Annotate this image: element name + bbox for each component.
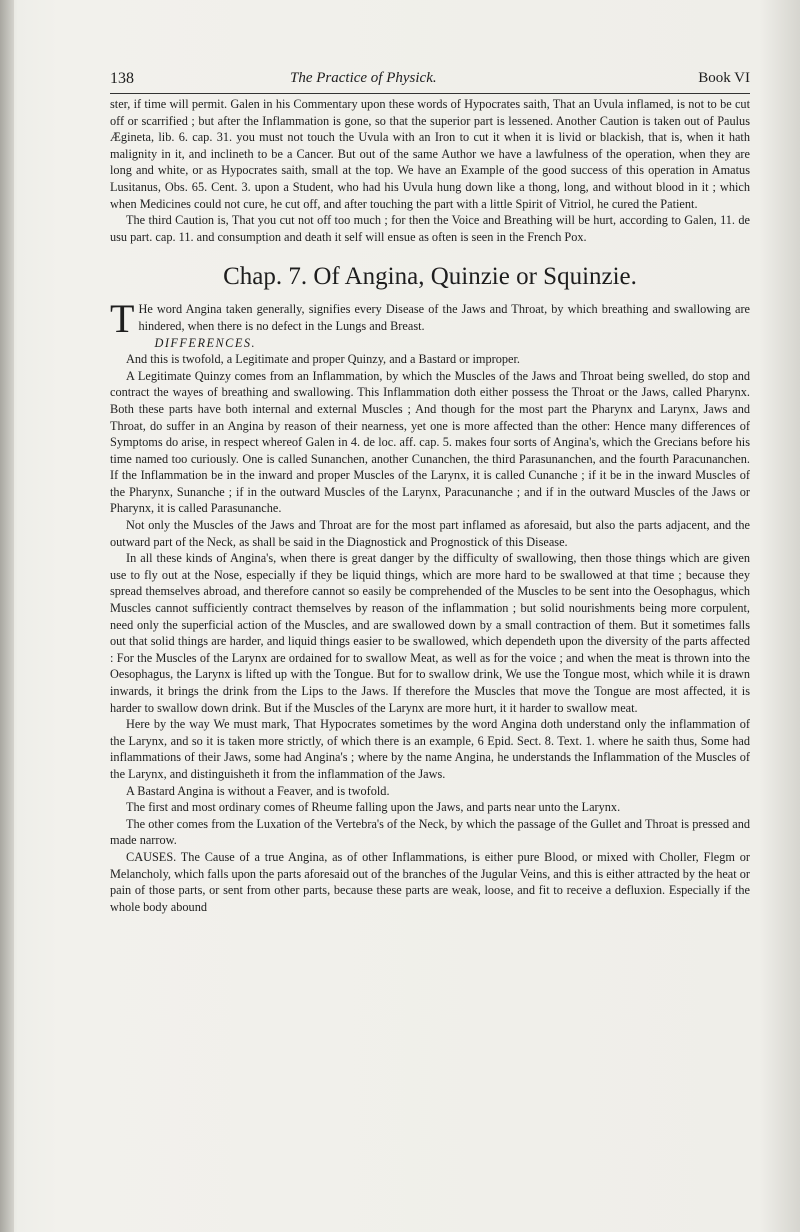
paragraph: The first and most ordinary comes of Rheume falling upon the Jaws, and parts near unto the Larynx.	[126, 800, 621, 815]
page-number: 138	[110, 70, 134, 87]
paragraph: The other comes from the Luxation of the Vertebra's of the Neck, by which the passage of the Gullet and Throat is pressed and made narrow.	[110, 816, 750, 848]
body-text	[110, 96, 750, 915]
paragraph: A Legitimate Quinzy comes from an Inflammation, by which the Muscles of the Jaws and Throat being swelled, do stop and contract the wayes of breathing and swallowing. This Inflammation doth either possess the Throat or the Jaws, called Pharynx. Both these parts have both internal and external Muscles ; And though for the most part the Pharynx and Larynx, Jaws and Throat, do suffer in an Angina by reason of their nearness, yet one is more affected than the other: Hence many differences of Symptoms do arise, in respect whereof Galen in 4. de loc. aff. cap. 5. makes four sorts of Angina's, which the Grecians before his time named too curiously. One is called Sunanchen, another Cunanchen, the third Parasunanchen, and the fourth Paracunanchen. If the Inflammation be in the inward and proper Muscles of the Larynx, it is called Cunanche ; if it be in the inward Muscles of the Pharynx, Sunanche ; if in the outward Muscles of the Larynx, Paracunanche ; and if in the outward Muscles of the Jaws or Pharynx, it is called Parasunanche.	[110, 368, 750, 516]
paragraph: And this is twofold, a Legitimate and proper Quinzy, and a Bastard or improper.	[126, 352, 520, 367]
book-label: Book VI	[698, 70, 750, 86]
opening-text: He word Angina taken generally, signifies every Disease of the Jaws and Throat, by which breathing and swallowing are hindered, when there is no defect in the Lungs and Breast.	[138, 302, 750, 333]
paragraph-causes: CAUSES. The Cause of a true Angina, as of other Inflammations, is either pure Blood, or mixed with Choller, Flegm or Melancholy, which falls upon the parts aforesaid out of the branches of the Jugular Veins, and this is either attracted by the heat or pain of those parts, or sent from other parts, because these parts are weak, loose, and fit to receive a defluxion. Especially if the whole body abound	[110, 849, 750, 914]
running-header	[110, 70, 750, 92]
page-binding-edge	[0, 0, 14, 1232]
paragraph: The third Caution is, That you cut not off too much ; for then the Voice and Breathing will be hurt, according to Galen, 11. de usu part. cap. 11. and consumption and death it self will ensue as often is seen in the French Pox.	[110, 213, 750, 244]
paragraph: ster, if time will permit. Galen in his Commentary upon these words of Hypocrates saith, That an Uvula inflamed, is not to be cut off or scarrified ; but after the Inflammation is gone, so that the superior part is lessened. Another Caution is taken out of Paulus Ægineta, lib. 6. cap. 31. you must not touch the Uvula with an Iron to cut it when it is livid or blackish, that is, when it hath malignity in it, and inclineth to be a Cancer. But out of the same Author we have a lawfulness of the operation, when they are long and white, or as Hypocrates saith, small at the top. We have an Example of the good success of this operation in Amatus Lusitanus, Obs. 65. Cent. 3. upon a Student, who had his Uvula hung down like a thong, long, and without blood in it ; which when Medicines could not cure, he cut off, and after touching the part with a little Spirit of Vitriol, he cured the Patient.	[110, 97, 750, 211]
paragraph: In all these kinds of Angina's, when there is great danger by the difficulty of swallowing, then those things which are given use to fly out at the Nose, especially if they be liquid things, which are more hard to be swallowed at that time ; because they spread themselves abroad, and therefore cannot so easily be comprehended of the Muscles to be sent into the Oesophagus, which Muscles cannot sufficiently contract themselves by reason of the inflammation ; but solid nourishments being more corpulent, need only the superficial action of the Muscles, and are swallowed down by a small contraction of them. But it sometimes falls out that solid things are harder, and liquid things easier to be swallowed, which dependeth upon the diversity of the parts affected : For the Muscles of the Larynx are ordained for to swallow Meat, as well as for the voice ; and when the meat is thrown into the Oesophagus, the Larynx is lifted up with the Tongue. But for to swallow drink, We use the Tongue most, which while it is drawn inwards, it brings the drink from the Lips to the Jaws. If therefore the Muscles that move the Tongue are most affected, it is harder to swallow down drink. But if the Muscles of the Larynx are more hurt, it it harder to swallow meat.	[110, 551, 750, 715]
chapter-opening-paragraph	[110, 296, 750, 342]
paragraph: Here by the way We must mark, That Hypocrates sometimes by the word Angina doth understand only the inflammation of the Larynx, and so it is taken more strictly, of which there is an example, 6 Epid. Sect. 8. Text. 1. where he saith thus, Some had inflammations of their Jaws, some had Angina's ; where by the name Angina, he understands the Inflammation of the Muscles of the Larynx, and distinguisheth it from the inflammation of the Jaws.	[110, 717, 750, 781]
drop-capital: T	[110, 296, 135, 342]
section-heading-differences: DIFFERENCES.	[154, 335, 257, 350]
header-rule	[110, 93, 750, 94]
running-title: The Practice of Physick.	[290, 70, 437, 86]
paragraph: A Bastard Angina is without a Feaver, and is twofold.	[126, 783, 390, 798]
chapter-heading: Chap. 7. Of Angina, Quinzie or Squinzie.	[223, 263, 637, 291]
paragraph: Not only the Muscles of the Jaws and Throat are for the most part inflamed as aforesaid, but also the parts adjacent, and the outward part of the Neck, as shall be said in the Diagnostick and Prognostick of this Disease.	[110, 518, 750, 549]
